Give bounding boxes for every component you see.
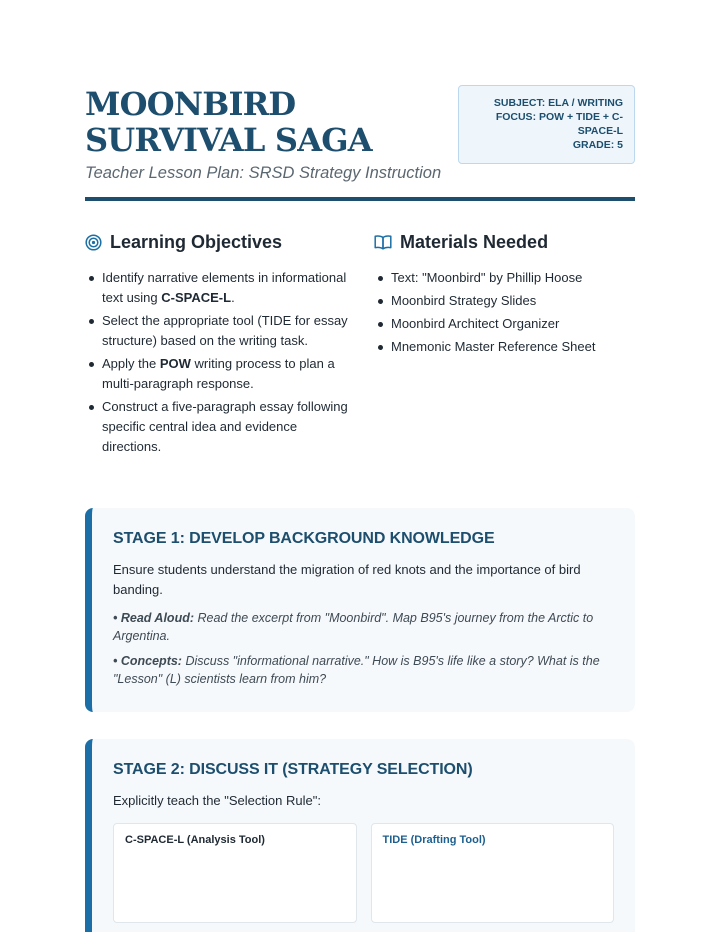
grade-label: GRADE: 5 xyxy=(572,139,623,151)
header-divider xyxy=(85,197,635,201)
objectives-list xyxy=(85,268,350,457)
strategy-tools xyxy=(113,823,614,923)
material-item: Moonbird Architect Organizer xyxy=(374,314,636,334)
objectives-heading xyxy=(85,230,350,254)
materials-section xyxy=(374,230,636,360)
tool-card-tide: TIDE (Drafting Tool) xyxy=(371,823,615,923)
focus-label: FOCUS: POW + TIDE + C-SPACE-L xyxy=(495,111,623,137)
subject-label: SUBJECT: ELA / WRITING xyxy=(493,97,623,109)
target-icon xyxy=(85,234,102,251)
stage-1-note-concepts: • Concepts: Discuss "informational narrative." How is B95's life like a story? What is the "Lesson" (L) scientists learn from him? xyxy=(113,654,600,686)
page-subtitle: Teacher Lesson Plan: SRSD Strategy Instruction xyxy=(85,164,442,182)
stage-1-text: Ensure students understand the migration of red knots and the importance of bird banding. xyxy=(113,562,581,597)
header xyxy=(85,86,635,183)
stage-2-text: Explicitly teach the "Selection Rule": xyxy=(113,793,321,808)
tool-card-c-space-l: C-SPACE-L (Analysis Tool) xyxy=(113,823,357,923)
stage-2-card xyxy=(85,739,635,932)
objectives-heading-label: Learning Objectives xyxy=(110,231,283,252)
material-item: Moonbird Strategy Slides xyxy=(374,291,636,311)
stage-1-title: STAGE 1: DEVELOP BACKGROUND KNOWLEDGE xyxy=(113,530,495,547)
objectives-section xyxy=(85,230,350,460)
lesson-meta-box xyxy=(458,85,635,164)
objective-item: Select the appropriate tool (TIDE for essay structure) based on the writing task. xyxy=(85,311,350,351)
objective-item: Construct a five-paragraph essay following specific central idea and evidence directions. xyxy=(85,397,350,457)
materials-heading xyxy=(374,230,636,254)
objective-item: Identify narrative elements in informational text using C-SPACE-L. xyxy=(85,268,350,308)
book-icon xyxy=(374,234,392,250)
material-item: Mnemonic Master Reference Sheet xyxy=(374,337,636,357)
stage-2-title: STAGE 2: DISCUSS IT (STRATEGY SELECTION) xyxy=(113,761,473,778)
stage-1-note-read-aloud: • Read Aloud: Read the excerpt from "Moonbird". Map B95's journey from the Arctic to Argentina. xyxy=(113,611,594,643)
page-title: MOONBIRD SURVIVAL SAGA xyxy=(85,85,372,159)
material-item: Text: "Moonbird" by Phillip Hoose xyxy=(374,268,636,288)
materials-heading-label: Materials Needed xyxy=(400,231,549,252)
objective-item: Apply the POW writing process to plan a multi-paragraph response. xyxy=(85,354,350,394)
materials-list xyxy=(374,268,636,357)
stage-1-card xyxy=(85,508,635,712)
